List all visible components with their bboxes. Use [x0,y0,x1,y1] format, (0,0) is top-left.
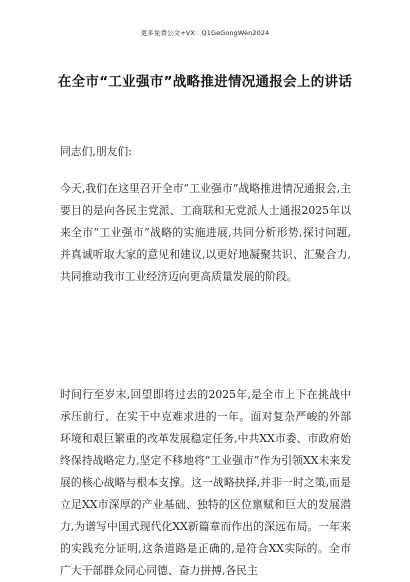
paragraph-1: 今天,我们在这里召开全市“工业强市”战略推进情况通报会,主要目的是向各民主党派、工商联和无党派人士通报2025年以来全市“工业强市”战略的实施进展,共同分析形势,探讨问题,并真诚听取大家的意见和建议,以更好地凝聚共识、汇聚合力,共同推动我市工业经济迈向更高质量发展的阶段。 [60,182,351,283]
paragraph-2: 时间行至岁末,回望即将过去的2025年,是全市上下在挑战中承压前行、在实干中克难求进的一年。面对复杂严峻的外部环境和艰巨繁重的改革发展稳定任务,中共XX市委、市政府始终保持战略定力,坚定不移地将“工业强市”作为引领XX未来发展的核心战略与根本支撑。这一战略抉择,并非一时之策,而是立足XX市深厚的产业基础、独特的区位禀赋和巨大的发展潜力,为谱写中国式现代化XX新篇章而作出的深远布局。一年来的实践充分证明,这条道路是正确的,是符合XX实际的。全市广大干部群众同心同德、奋力拼搏,各民主 [60,388,351,577]
salutation: 同志们,朋友们: [60,145,132,158]
document-title: 在全市“工业强市”战略推进情况通报会上的讲话 [57,74,353,90]
header-note: 更多免费公文+VX：Q1GeGongWen2024 [140,29,270,37]
